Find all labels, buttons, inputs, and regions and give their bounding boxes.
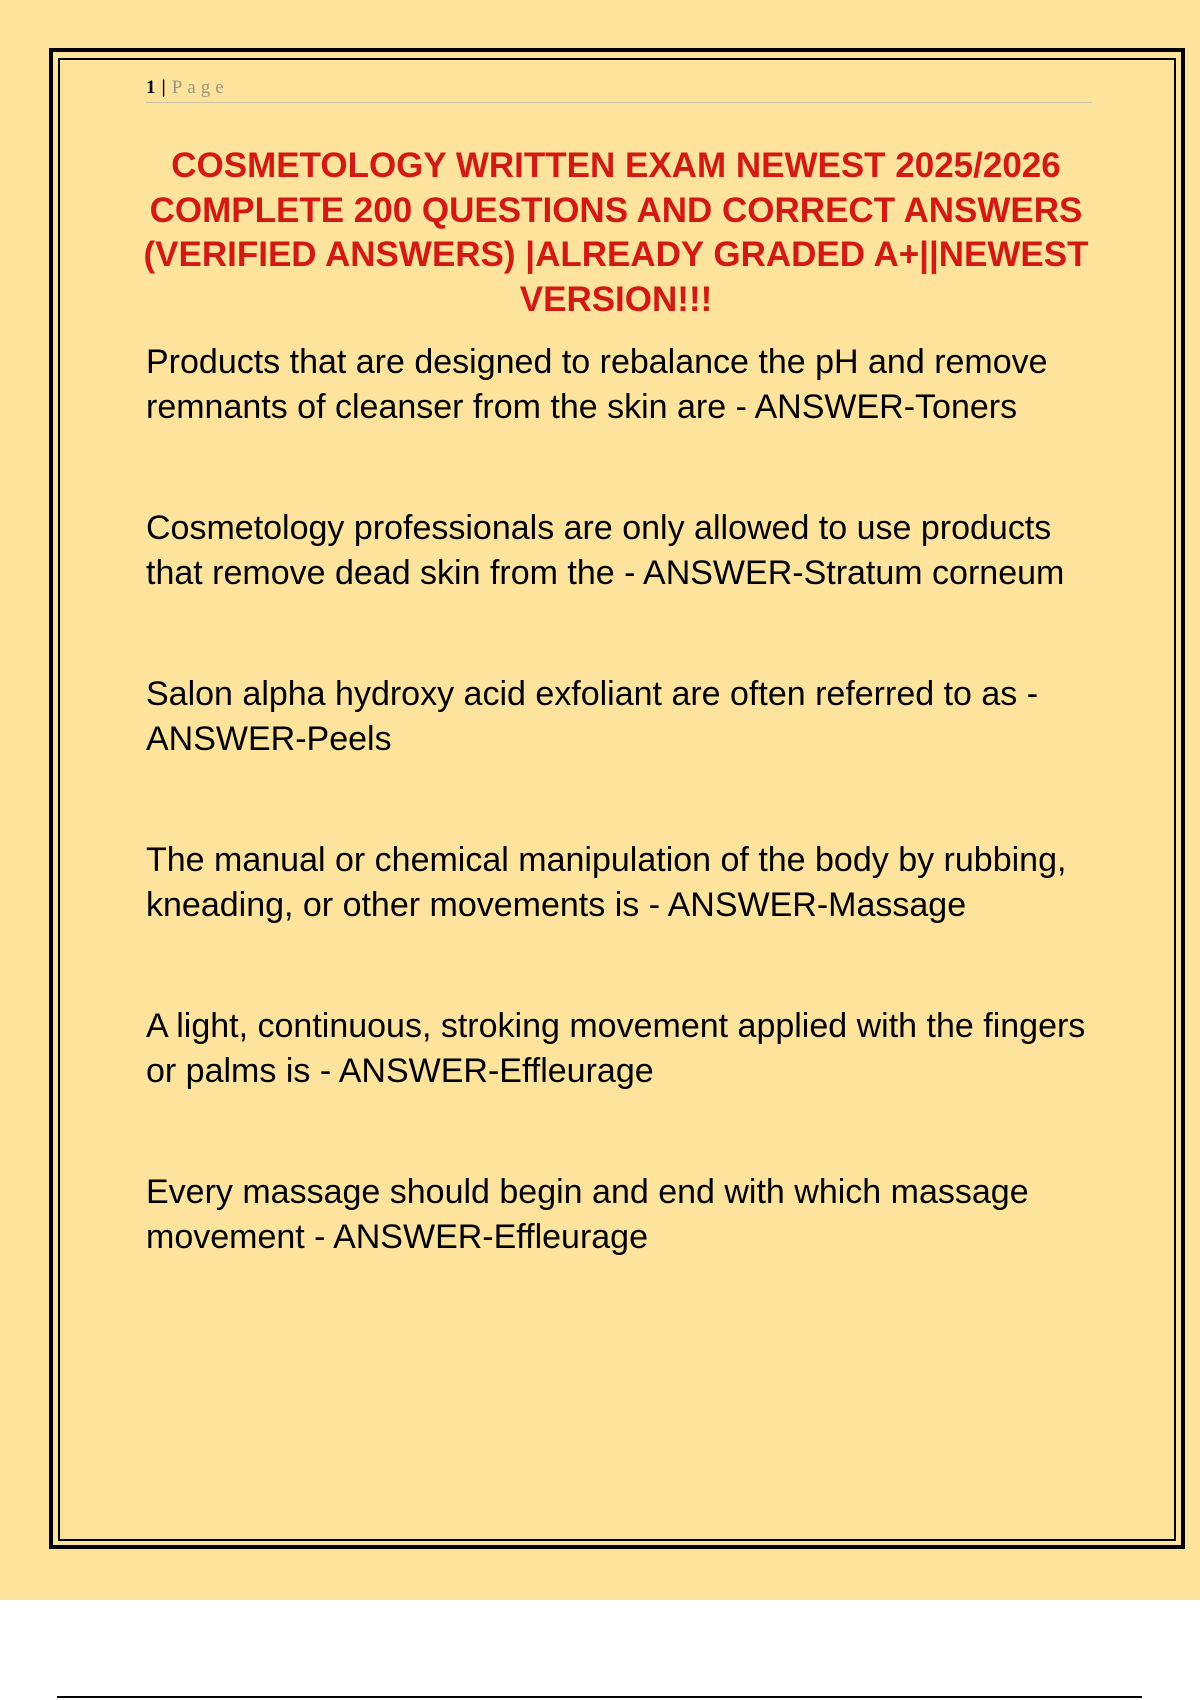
page-number-separator: | xyxy=(161,77,166,98)
page-label: Page xyxy=(171,77,229,98)
qa-item: The manual or chemical manipulation of the body by rubbing, kneading, or other movements is - ANSWER-Massage xyxy=(146,841,1067,924)
next-page-rule xyxy=(57,1696,1142,1698)
qa-item: Products that are designed to rebalance the pH and remove remnants of cleanser from the skin are - ANSWER-Toners xyxy=(146,343,1048,426)
document-title: COSMETOLOGY WRITTEN EXAM NEWEST 2025/2026 COMPLETE 200 QUESTIONS AND CORRECT ANSWERS (VERIFIED ANSWERS) |ALREADY GRADED A+||NEWEST VERSION!!! xyxy=(143,146,1089,319)
qa-item: A light, continuous, stroking movement applied with the fingers or palms is - ANSWER-Effleurage xyxy=(146,1007,1086,1090)
qa-item: Cosmetology professionals are only allowed to use products that remove dead skin from the - ANSWER-Stratum corneum xyxy=(146,509,1065,592)
page-number: 1 xyxy=(146,77,156,98)
qa-item: Salon alpha hydroxy acid exfoliant are often referred to as - ANSWER-Peels xyxy=(146,675,1039,758)
question-answer-list xyxy=(146,340,1096,1336)
page-header xyxy=(146,74,1092,103)
qa-item: Every massage should begin and end with which massage movement - ANSWER-Effleurage xyxy=(146,1173,1029,1256)
